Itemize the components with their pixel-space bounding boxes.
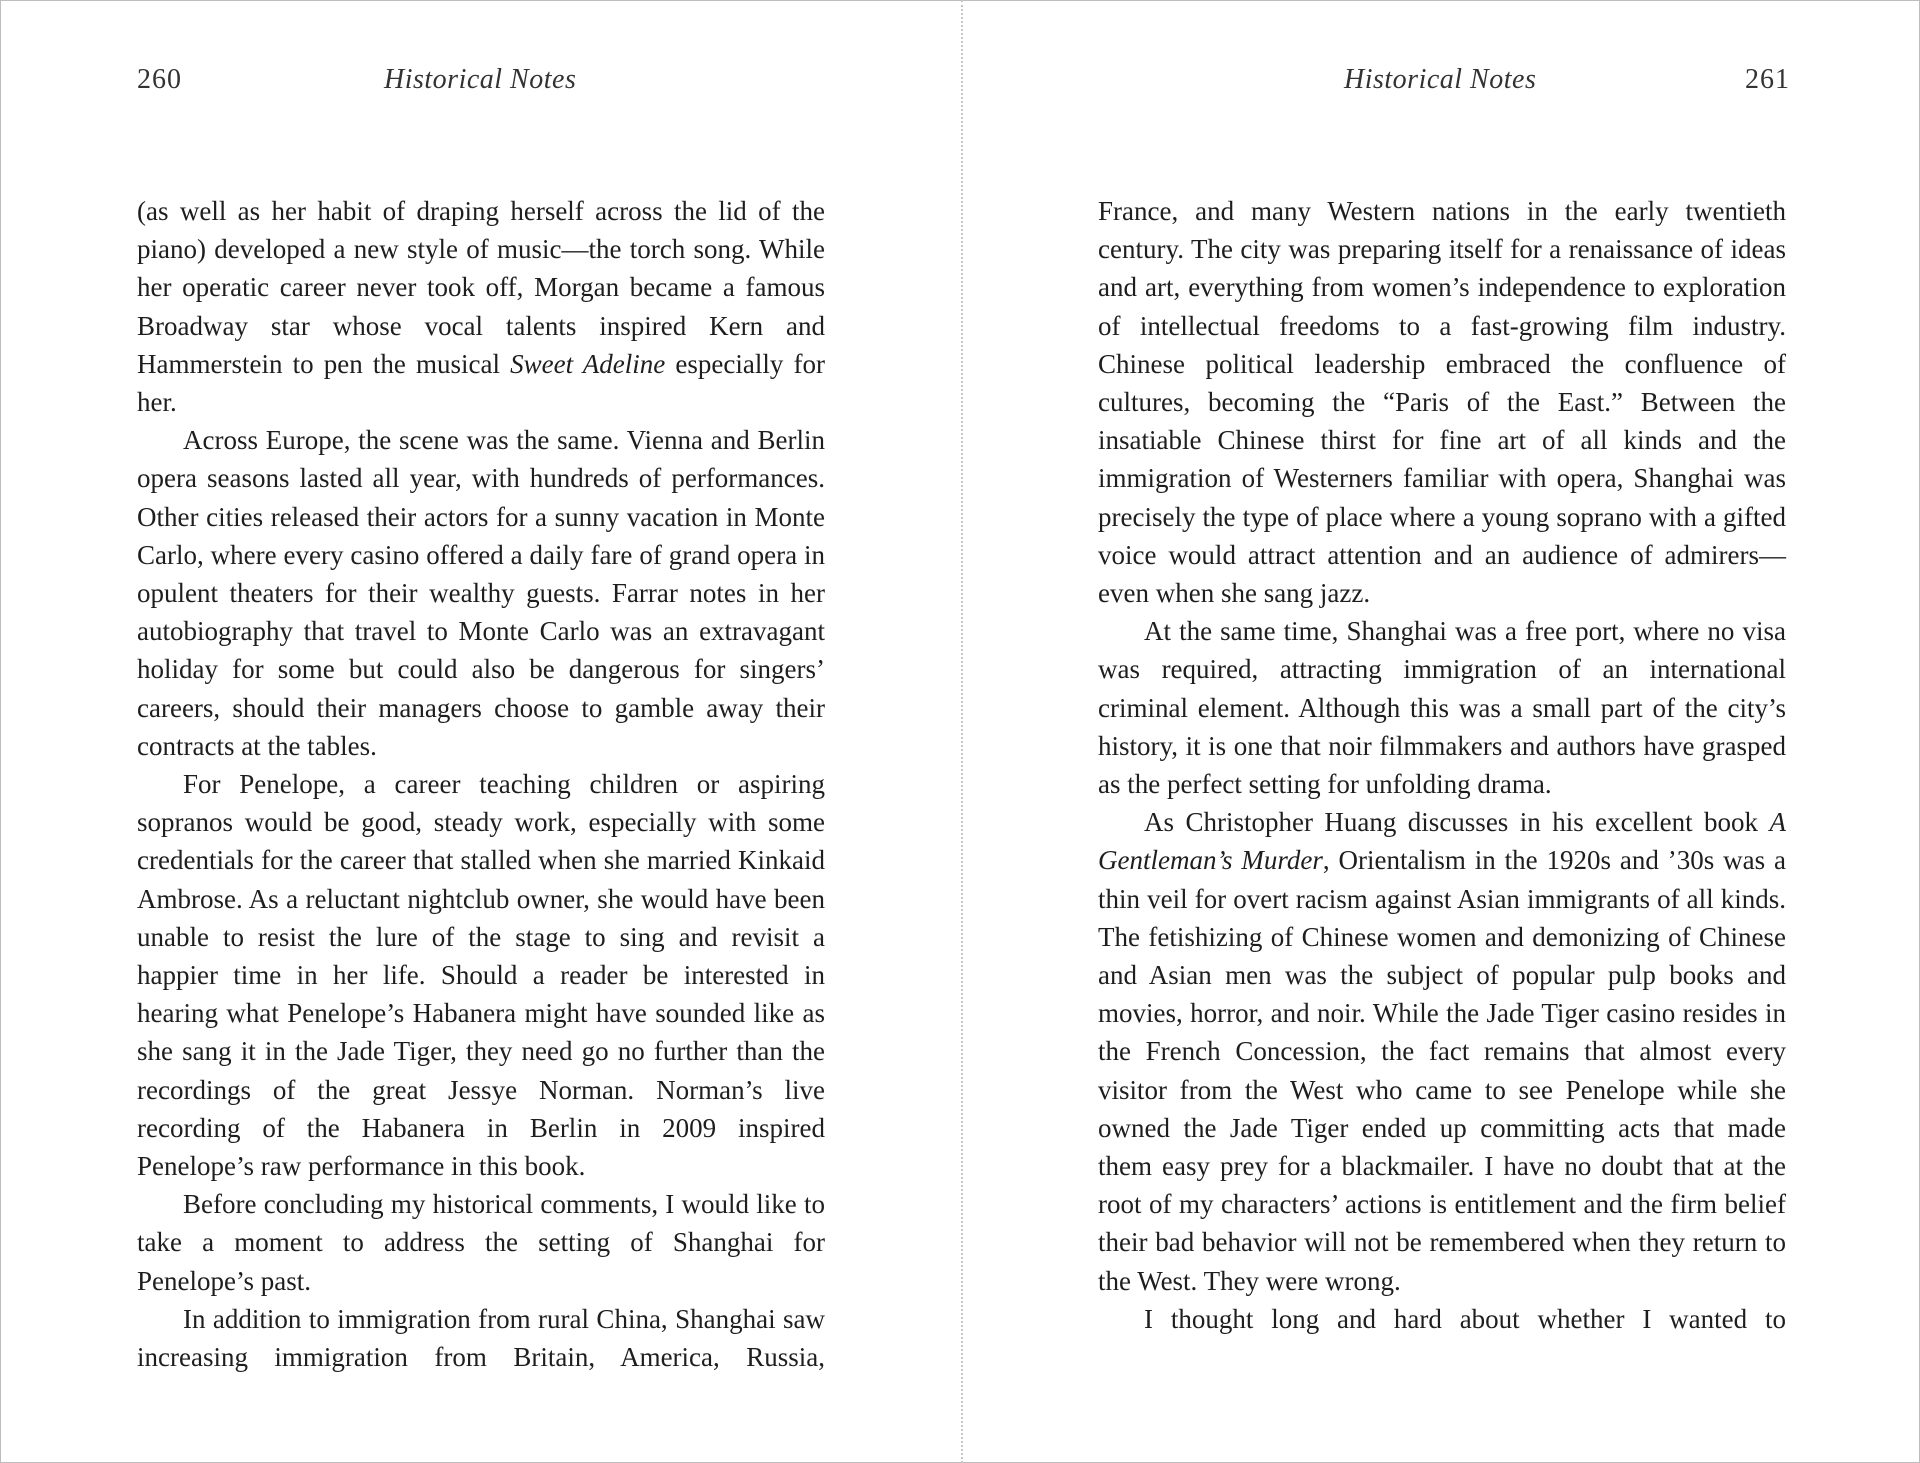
running-head-right: Historical Notes (1344, 64, 1537, 95)
left-page-body (137, 192, 825, 1376)
paragraph: In addition to immigration from rural China, Shanghai saw increasing immigration from Britain, America, Russia, (137, 1303, 825, 1373)
book-title: A Gentleman’s Murder (1098, 807, 1786, 876)
paragraph (137, 192, 825, 421)
paragraph: I thought long and hard about whether I wanted to (1144, 1303, 1786, 1334)
page-number-right: 261 (1745, 64, 1790, 95)
paragraph: Before concluding my historical comments, I would like to take a moment to address the setting of Shanghai for Penelope’s past. (137, 1189, 825, 1296)
page-number-left: 260 (137, 64, 182, 95)
book-title: Sweet Adeline (510, 348, 666, 379)
right-page-body (1098, 192, 1786, 1338)
paragraph: At the same time, Shanghai was a free port, where no visa was required, attracting immigration of an international criminal element. Although this was a small part of the city’s history, it is one that noir filmmakers and authors have grasped as the perfect setting for unfolding drama. (1098, 616, 1786, 800)
paragraph: Across Europe, the scene was the same. Vienna and Berlin opera seasons lasted all year, with hundreds of performances. Other cities released their actors for a sunny vacation in Monte Carlo, where every casino offered a daily fare of grand opera in opulent theaters for their wealthy guests. Farrar notes in her autobiography that travel to Monte Carlo was an extravagant holiday for some but could also be dangerous for singers’ careers, should their managers choose to gamble away their contracts at the tables. (137, 425, 825, 761)
paragraph-text: (as well as her habit of draping herself across the lid of the piano) developed a new style of music—the torch song. While her operatic career never took off, Morgan became a famous Broadway star whose vocal talents inspired Kern and Hammerstein to pen the musical (137, 196, 825, 379)
running-head-left: Historical Notes (384, 64, 577, 95)
paragraph-text: , Orientalism in the 1920s and ’30s was a thin veil for overt racism against Asian immigrants of all kinds. The fetishizing of Chinese women and demonizing of Chinese and Asian men was the subject of popular pulp books and movies, horror, and noir. While the Jade Tiger casino resides in the French Concession, the fact remains that almost every visitor from the West who came to see Penelope while she owned the Jade Tiger ended up committing acts that made them easy prey for a blackmailer. I have no doubt that at the root of my characters’ actions is entitlement and the firm belief their bad behavior will not be remembered when they return to the West. They were wrong. (1098, 845, 1786, 1296)
paragraph: France, and many Western nations in the early twentieth century. The city was preparing itself for a renaissance of ideas and art, everything from women’s independence to exploration of intellectual freedoms to a fast-growing film industry. Chinese political leadership embraced the confluence of cultures, becoming the “Paris of the East.” Between the insatiable Chinese thirst for fine art of all kinds and the immigration of Westerners familiar with opera, Shanghai was precisely the type of place where a young soprano with a gifted voice would attract attention and an audience of admirers—even when she sang jazz. (1098, 196, 1786, 609)
paragraph (1098, 803, 1786, 1300)
paragraph-text: especially for her. (137, 348, 825, 418)
paragraph: For Penelope, a career teaching children or aspiring sopranos would be good, steady work, especially with some credentials for the career that stalled when she married Kinkaid Ambrose. As a reluctant nightclub owner, she would have been unable to resist the lure of the stage to sing and revisit a happier time in her life. Should a reader be interested in hearing what Penelope’s Habanera might have sounded like as she sang it in the Jade Tiger, they need go no further than the recordings of the great Jessye Norman. Norman’s live recording of the Habanera in Berlin in 2009 inspired Penelope’s raw performance in this book. (137, 769, 825, 1182)
paragraph-text: As Christopher Huang discusses in his excellent book (1144, 807, 1770, 838)
right-page (961, 0, 1920, 1463)
